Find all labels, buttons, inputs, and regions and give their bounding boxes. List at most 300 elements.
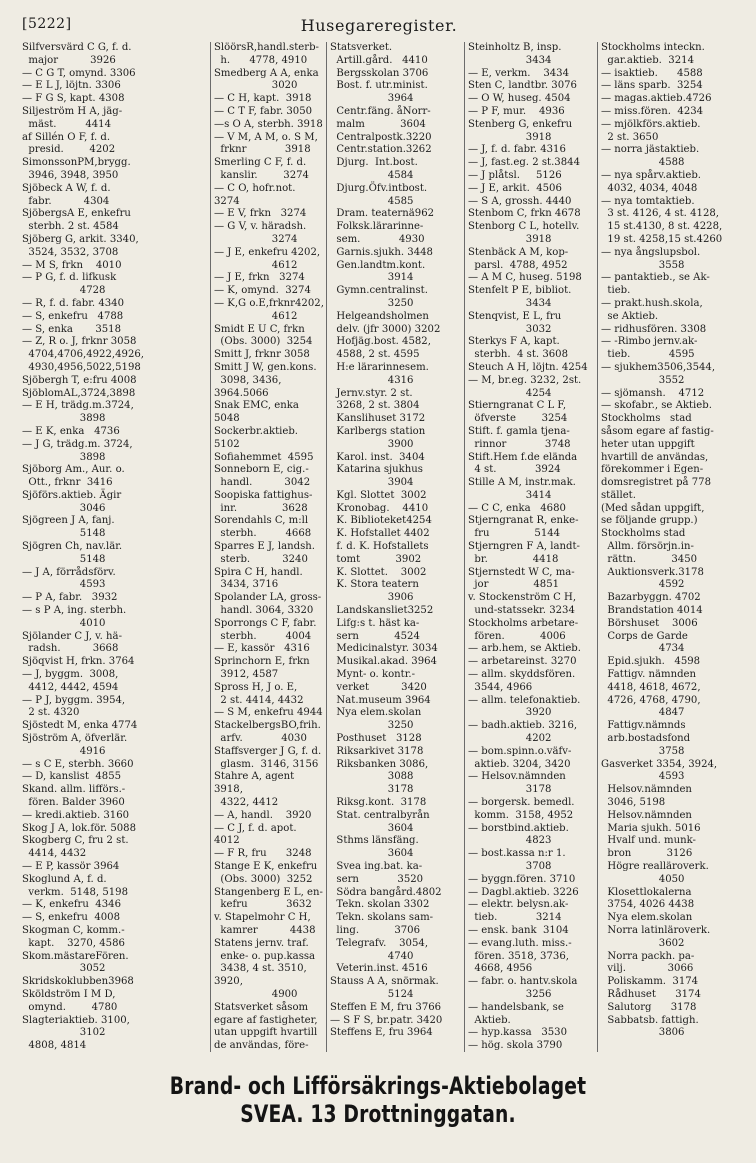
- register-entry: — P F, mur. 4936: [468, 105, 565, 117]
- register-entry: Folksk.lärarinne-: [330, 221, 424, 233]
- register-entry: — J plåtsl. 5126: [468, 169, 562, 181]
- register-entry: 4588: [601, 157, 685, 169]
- register-entry: Hvalf und. munk-: [601, 835, 696, 847]
- register-entry: Tekn. skolan 3302: [330, 899, 430, 911]
- register-entry: — C J, f. d. apot. 4012: [214, 822, 300, 847]
- register-entry: 4592: [601, 579, 685, 591]
- register-entry: Garnis.sjukh. 3448: [330, 246, 433, 258]
- register-entry: Stjerngranat R, enke-: [468, 515, 579, 527]
- register-entry: 3274: [214, 233, 298, 245]
- register-entry: Djurg.Öfv.intbost.: [330, 182, 428, 194]
- register-entry: Stockholms stad: [601, 413, 692, 425]
- register-entry: ling. 3706: [330, 924, 421, 936]
- register-entry: sterbh. 4004: [214, 630, 312, 642]
- register-entry: Medicinalstyr. 3034: [330, 643, 438, 655]
- register-entry: Poliskamm. 3174: [601, 976, 699, 988]
- register-entry: — nya ångslupsbol.: [601, 246, 701, 258]
- page-number: [5222]: [22, 16, 72, 32]
- register-entry: — C T F, fabr. 3050: [214, 105, 313, 117]
- register-entry: Skogman C, komm.-: [22, 924, 125, 936]
- register-entry: sterb. 3240: [214, 553, 308, 565]
- register-entry: — sjukhem3506,3544,: [601, 361, 716, 373]
- register-entry: — S M, enkefru 4944: [214, 707, 323, 719]
- register-entry: 3912, 4587: [214, 669, 279, 681]
- register-entry: Staffsverger J G, f. d.: [214, 745, 322, 757]
- register-entry: sterbh. 4668: [214, 528, 312, 540]
- register-entry: 3918: [468, 233, 552, 245]
- register-entry: 4612: [214, 259, 298, 271]
- register-entry: Landskansliet3252: [330, 605, 434, 617]
- register-entry: Sonneborn E, cig.-: [214, 464, 309, 476]
- register-entry: — isaktieb. 4588: [601, 67, 703, 79]
- register-entry: 4726, 4768, 4790,: [601, 694, 701, 706]
- register-entry: K. Stora teatern: [330, 579, 419, 591]
- register-entry: 4414, 4432: [22, 848, 87, 860]
- register-entry: 4588, 2 st. 4595: [330, 349, 420, 361]
- register-entry: 3434: [468, 297, 552, 309]
- register-entry: —s O A, sterbh. 3918: [214, 118, 323, 130]
- register-entry: Fattigv. nämnden: [601, 669, 697, 681]
- register-entry: br. 4418: [468, 553, 559, 565]
- register-entry: Stat. centralbyrån: [330, 809, 430, 821]
- register-entry: Stille A M, instr.mak.: [468, 477, 576, 489]
- register-entry: Smedberg A A, enka: [214, 67, 319, 79]
- register-entry: mäst. 4414: [22, 118, 112, 130]
- register-entry: Snak EMC, enka 5048: [214, 400, 303, 425]
- register-entry: 4823: [468, 835, 552, 847]
- register-entry: Fattigv.nämnds: [601, 720, 686, 732]
- register-entry: — O W, huseg. 4504: [468, 93, 571, 105]
- register-entry: 4740: [330, 950, 414, 962]
- register-entry: Stangenberg E L, en-: [214, 886, 323, 898]
- register-entry: — C H, kapt. 3918: [214, 93, 312, 105]
- register-entry: jor 4851: [468, 579, 560, 591]
- register-entry: 3032: [468, 323, 552, 335]
- register-entry: — Z, R o. J, frknr 3058: [22, 336, 137, 348]
- register-entry: Sjöström A, öfverlär.: [22, 733, 128, 745]
- register-entry: Stenbäck A M, kop-: [468, 246, 569, 258]
- register-entry: Södra bangård.4802: [330, 886, 442, 898]
- register-entry: 4734: [601, 643, 685, 655]
- register-entry: 4202: [468, 733, 552, 745]
- register-entry: Sparres E J, landsh.: [214, 541, 315, 553]
- register-entry: 3898: [22, 413, 106, 425]
- register-entry: 4916: [22, 745, 106, 757]
- register-entry: 4584: [330, 169, 414, 181]
- register-entry: kapt. 3270, 4586: [22, 937, 125, 949]
- register-entry: Telegrafv. 3054,: [330, 937, 429, 949]
- register-entry: Spross H, J o. E,: [214, 681, 298, 693]
- register-entry: 4412, 4442, 4594: [22, 681, 119, 693]
- register-entry: Skand. allm. lifförs.-: [22, 784, 126, 796]
- register-entry: Gasverket 3354, 3924,: [601, 758, 718, 770]
- register-entry: fru 5144: [468, 528, 561, 540]
- register-entry: (Obs. 3000) 3252: [214, 873, 313, 885]
- register-entry: Sjölander C J, v. hä-: [22, 630, 122, 642]
- register-entry: Statsverket.: [330, 42, 393, 53]
- register-entry: Smidt E U C, frkn: [214, 323, 305, 335]
- column-2: [210, 42, 326, 1052]
- register-entry: SjöbergsA E, enkefru: [22, 208, 131, 220]
- register-entry: Sockerbr.aktieb. 5102: [214, 425, 302, 450]
- register-entry: — sjömansh. 4712: [601, 387, 705, 399]
- register-entry: Steuch A H, löjtn. 4254: [468, 361, 588, 373]
- register-entry: 4254: [468, 387, 552, 399]
- register-entry: handl. 3064, 3320: [214, 605, 314, 617]
- register-entry: — skofabr., se Aktieb.: [601, 400, 712, 412]
- register-entry: Stenfelt P E, bibliot.: [468, 285, 572, 297]
- register-entry: — byggn.fören. 3710: [468, 873, 576, 885]
- register-entry: frknr 3918: [214, 144, 311, 156]
- register-entry: Ott., frknr 3416: [22, 477, 113, 489]
- register-entry: 3414: [468, 489, 552, 501]
- register-columns: [22, 42, 736, 1052]
- register-entry: — miss.fören. 4234: [601, 105, 704, 117]
- register-entry: Stjernstedt W C, ma-: [468, 566, 575, 578]
- register-entry: 3708: [468, 861, 552, 872]
- register-entry: — K, omynd. 3274: [214, 285, 311, 297]
- register-entry: — Helsov.nämnden: [468, 771, 566, 783]
- register-entry: 4593: [601, 771, 685, 783]
- register-entry: radsh. 3668: [22, 643, 119, 655]
- register-entry: 5124: [330, 988, 414, 1000]
- register-entry: 3914: [330, 272, 414, 284]
- register-entry: Karlbergs station: [330, 425, 426, 437]
- register-entry: — P G, f. d. lifkusk: [22, 272, 117, 284]
- register-entry: — E, verkm. 3434: [468, 67, 570, 79]
- register-entry: 3904: [330, 477, 414, 489]
- column-1: [22, 42, 210, 1052]
- register-entry: Stenborg C L, hotellv.: [468, 221, 580, 233]
- register-entry: 3268, 2 st. 3804: [330, 400, 420, 412]
- register-entry: 3558: [601, 259, 685, 271]
- register-entry: Salutorg 3178: [601, 1001, 697, 1013]
- register-entry: Spira C H, handl.: [214, 566, 303, 578]
- register-entry: 3544, 4966: [468, 681, 533, 693]
- register-entry: 3046, 5198: [601, 797, 666, 809]
- register-entry: Kanslihuset 3172: [330, 413, 426, 425]
- register-entry: v. Stapelmohr C H,: [214, 912, 311, 924]
- register-entry: Sköldström I M D,: [22, 988, 116, 1000]
- register-entry: — G V, v. häradsh.: [214, 221, 307, 233]
- register-entry: aktieb. 3204, 3420: [468, 758, 571, 770]
- register-entry: Stockholms arbetare-: [468, 617, 579, 629]
- register-entry: Aktieb.: [468, 1014, 511, 1026]
- register-entry: sterbh. 4 st. 3608: [468, 349, 569, 361]
- register-entry: Sten C, landtbr. 3076: [468, 80, 577, 92]
- register-entry: — F G S, kapt. 4308: [22, 93, 125, 105]
- register-entry: Stauss A A, snörmak.: [330, 976, 439, 988]
- register-entry: Stenqvist, E L, fru: [468, 310, 562, 322]
- register-entry: v. Stockenström C H,: [468, 592, 577, 604]
- register-entry: 3758: [601, 745, 685, 757]
- register-entry: — arb.hem, se Aktieb.: [468, 643, 581, 655]
- register-entry: (Obs. 3000) 3254: [214, 336, 313, 348]
- register-entry: — ensk. bank 3104: [468, 924, 569, 936]
- register-entry: — badh.aktieb. 3216,: [468, 720, 578, 732]
- column-5: [597, 42, 736, 1052]
- register-entry: — A, handl. 3920: [214, 809, 312, 821]
- register-entry: Norra latinläroverk.: [601, 924, 711, 936]
- register-entry: — prakt.hush.skola,: [601, 297, 703, 309]
- register-entry: Maria sjukh. 5016: [601, 822, 701, 834]
- register-entry: — F R, fru 3248: [214, 848, 312, 860]
- register-entry: Bergsskolan 3706: [330, 67, 429, 79]
- register-entry: domsregistret på 778: [601, 477, 712, 489]
- register-entry: Sterkys F A, kapt.: [468, 336, 560, 348]
- register-entry: Corps de Garde: [601, 630, 688, 642]
- register-entry: Börshuset 3006: [601, 617, 698, 629]
- register-entry: delv. (jfr 3000) 3202: [330, 323, 441, 335]
- register-entry: — S A, grossh. 4440: [468, 195, 572, 207]
- register-entry: 4316: [330, 374, 414, 386]
- register-entry: Riksarkivet 3178: [330, 745, 424, 757]
- register-entry: Norra packh. pa-: [601, 950, 695, 962]
- register-entry: — R, f. d. fabr. 4340: [22, 297, 125, 309]
- register-entry: — pantaktieb., se Ak-: [601, 272, 710, 284]
- register-entry: Smitt J W, gen.kons.: [214, 361, 317, 373]
- register-entry: Steffens E, fru 3964: [330, 1027, 433, 1039]
- register-entry: Sjöbeck A W, f. d.: [22, 182, 111, 194]
- register-entry: 3088: [330, 771, 414, 783]
- advertisement-banner: Brand- och Lifförsäkrings-Aktiebolaget SVEA. 13 Drottninggatan.: [169, 1072, 587, 1128]
- register-entry: 3438, 4 st. 3510, 3920,: [214, 963, 310, 988]
- register-entry: 3250: [330, 297, 414, 309]
- register-entry: 3102: [22, 1027, 106, 1039]
- register-entry: Stockholms inteckn.: [601, 42, 705, 53]
- running-title: Husegareregister.: [300, 16, 458, 35]
- register-entry: 4668, 4956: [468, 963, 533, 975]
- register-entry: Helsov.nämnden: [601, 809, 692, 821]
- register-entry: 4900: [214, 988, 298, 1000]
- register-entry: Karol. inst. 3404: [330, 451, 425, 463]
- register-entry: Sofiahemmet 4595: [214, 451, 314, 463]
- register-entry: Stjerngren F A, landt-: [468, 541, 580, 553]
- register-entry: — S, enka 3518: [22, 323, 122, 335]
- register-entry: 4050: [601, 873, 685, 885]
- register-entry: Stahre A, agent 3918,: [214, 771, 298, 796]
- register-entry: 3178: [330, 784, 414, 796]
- register-entry: Spolander LA, gross-: [214, 592, 322, 604]
- register-entry: tieb.: [601, 285, 631, 297]
- register-entry: — evang.luth. miss.-: [468, 937, 572, 949]
- register-entry: — J A, förrådsförv.: [22, 566, 116, 578]
- register-entry: — J G, trädg.m. 3724,: [22, 438, 133, 450]
- register-entry: Posthuset 3128: [330, 733, 422, 745]
- register-entry: Sthms länsfäng.: [330, 835, 419, 847]
- register-entry: — J E, arkit. 4506: [468, 182, 562, 194]
- register-entry: 2 st. 4414, 4432: [214, 694, 304, 706]
- register-entry: StackelbergsBO,frih.: [214, 720, 321, 732]
- register-entry: 3434, 3716: [214, 579, 279, 591]
- column-3: [326, 42, 464, 1052]
- register-entry: kanslir. 3274: [214, 169, 309, 181]
- register-entry: f. d. K. Hofstallets: [330, 541, 429, 553]
- register-entry: verket 3420: [330, 681, 427, 693]
- register-entry: Skoglund A, f. d.: [22, 873, 107, 885]
- register-entry: 3602: [601, 937, 685, 949]
- register-entry: kefru 3632: [214, 899, 312, 911]
- register-entry: 5148: [22, 528, 106, 540]
- register-entry: Sporrongs C F, fabr.: [214, 617, 317, 629]
- register-entry: Artill.gård. 4410: [330, 54, 428, 66]
- register-entry: Sjögreen J A, fanj.: [22, 515, 115, 527]
- register-entry: — C O, hofr.not. 3274: [214, 182, 299, 207]
- register-entry: Nya elem.skolan: [330, 707, 422, 719]
- register-entry: Stift. f. gamla tjena-: [468, 425, 570, 437]
- register-entry: Sjöberg G, arkit. 3340,: [22, 233, 139, 245]
- register-entry: — K, enkefru 4346: [22, 899, 121, 911]
- register-entry: 4728: [22, 285, 106, 297]
- register-entry: se Aktieb.: [601, 310, 659, 322]
- register-entry: hvartill de användas,: [601, 451, 709, 463]
- register-entry: — E P, kassör 3964: [22, 861, 120, 872]
- register-entry: Brandstation 4014: [601, 605, 703, 617]
- register-entry: — J E, enkefru 4202,: [214, 246, 321, 258]
- register-entry: tieb. 3214: [468, 912, 562, 924]
- register-entry: — nya tomtaktieb.: [601, 195, 695, 207]
- register-entry: kamrer 4438: [214, 924, 316, 936]
- register-entry: Stierngranat C L F,: [468, 400, 567, 412]
- register-entry: 3250: [330, 720, 414, 732]
- register-entry: Gymn.centralinst.: [330, 285, 428, 297]
- register-entry: omynd. 4780: [22, 1001, 118, 1013]
- register-entry: Sjöbergh T, e:fru 4008: [22, 374, 137, 386]
- register-entry: 3906: [330, 592, 414, 604]
- register-entry: Skom.mästareFören.: [22, 950, 129, 962]
- register-entry: — K,G o.E,frknr4202,: [214, 297, 324, 309]
- register-entry: 3256: [468, 988, 552, 1000]
- register-entry: Centr.station.3262: [330, 144, 432, 156]
- register-entry: Skridskoklubben3968: [22, 976, 134, 988]
- register-entry: H:e lärarinnesem.: [330, 361, 429, 373]
- register-entry: — fabr. o. hantv.skola: [468, 976, 578, 988]
- register-entry: Centralpostk.3220: [330, 131, 432, 143]
- register-entry: — J E, frkn 3274: [214, 272, 305, 284]
- register-entry: — E V, frkn 3274: [214, 208, 307, 220]
- register-entry: Smerling C F, f. d.: [214, 157, 307, 169]
- register-entry: 3604: [330, 848, 414, 860]
- register-entry: 3178: [468, 784, 552, 796]
- register-entry: de användas, före-: [214, 1040, 309, 1052]
- register-entry: Bazarbyggn. 4702: [601, 592, 701, 604]
- register-entry: Silfversvärd C G, f. d.: [22, 42, 132, 53]
- register-entry: 3020: [214, 80, 298, 92]
- register-entry: Epid.sjukh. 4598: [601, 656, 701, 668]
- register-entry: 3946, 3948, 3950: [22, 169, 119, 181]
- register-entry: 5148: [22, 553, 106, 565]
- register-entry: — S, enkefru 4008: [22, 912, 121, 924]
- register-entry: 3604: [330, 822, 414, 834]
- register-entry: Mynt- o. kontr.-: [330, 669, 416, 681]
- register-entry: vilj. 3066: [601, 963, 694, 975]
- register-entry: handl. 3042: [214, 477, 311, 489]
- register-entry: Kronobag. 4410: [330, 502, 429, 514]
- register-entry: und-statssekr. 3234: [468, 605, 575, 617]
- register-entry: 15 st.4130, 8 st. 4228,: [601, 221, 723, 233]
- register-entry: 3964: [330, 93, 414, 105]
- register-entry: — P J, byggm. 3954,: [22, 694, 126, 706]
- register-entry: 4704,4706,4922,4926,: [22, 349, 145, 361]
- register-entry: — elektr. belysn.ak-: [468, 899, 569, 911]
- register-entry: sern 4524: [330, 630, 420, 642]
- register-entry: — nya spårv.aktieb.: [601, 169, 701, 181]
- register-entry: förekommer i Egen-: [601, 464, 704, 476]
- register-entry: — V M, A M, o. S M,: [214, 131, 318, 143]
- register-entry: 2 st. 4320: [22, 707, 80, 719]
- register-entry: Högre realläroverk.: [601, 861, 709, 872]
- register-entry: 3754, 4026 4438: [601, 899, 695, 911]
- column-4: [464, 42, 597, 1052]
- register-entry: heter utan uppgift: [601, 438, 695, 450]
- register-entry: parsl. 4788, 4952: [468, 259, 568, 271]
- register-entry: Veterin.inst. 4516: [330, 963, 428, 975]
- register-entry: komm. 3158, 4952: [468, 809, 574, 821]
- register-entry: Hofjäg.bost. 4582,: [330, 336, 431, 348]
- register-entry: 3524, 3532, 3708: [22, 246, 119, 258]
- register-entry: — allm. telefonaktieb.: [468, 694, 581, 706]
- register-entry: Centr.fäng. åNorr-: [330, 105, 431, 117]
- register-entry: K. Hofstallet 4402: [330, 528, 430, 540]
- register-entry: — mjölkförs.aktieb.: [601, 118, 701, 130]
- register-entry: — E H, trädg.m.3724,: [22, 400, 134, 412]
- register-entry: Skog J A, lok.för. 5088: [22, 822, 137, 834]
- register-entry: 4593: [22, 579, 106, 591]
- register-entry: — allm. skyddsfören.: [468, 669, 576, 681]
- register-entry: Sjöstedt M, enka 4774: [22, 720, 138, 732]
- register-entry: Klosettlokalerna: [601, 886, 692, 898]
- register-entry: egare af fastigheter,: [214, 1014, 318, 1026]
- register-entry: rättn. 3450: [601, 553, 698, 565]
- register-entry: SlöörsR,handl.sterb-: [214, 42, 319, 53]
- register-entry: — hög. skola 3790: [468, 1040, 563, 1052]
- register-entry: — C C, enka 4680: [468, 502, 566, 514]
- register-entry: Slagteriaktieb. 3100,: [22, 1014, 130, 1026]
- register-entry: 2 st. 3650: [601, 131, 659, 143]
- register-entry: Stenberg G, enkefru: [468, 118, 573, 130]
- register-entry: (Med sådan uppgift,: [601, 502, 705, 514]
- register-entry: Djurg. Int.bost.: [330, 157, 418, 169]
- register-entry: Soopiska fattighus-: [214, 489, 313, 501]
- register-entry: Kgl. Slottet 3002: [330, 489, 427, 501]
- register-entry: 4585: [330, 195, 414, 207]
- register-entry: enke- o. pup.kassa: [214, 950, 316, 962]
- register-entry: 4322, 4412: [214, 797, 279, 809]
- register-entry: — s P A, ing. sterbh.: [22, 605, 127, 617]
- register-entry: Stenbom C, frkn 4678: [468, 208, 581, 220]
- register-entry: Bost. f. utr.minist.: [330, 80, 428, 92]
- register-entry: 4418, 4618, 4672,: [601, 681, 701, 693]
- register-entry: 4808, 4814: [22, 1040, 87, 1052]
- register-entry: 3806: [601, 1027, 685, 1039]
- register-entry: 3920: [468, 707, 552, 719]
- register-entry: — bom.spinn.o.väfv-: [468, 745, 572, 757]
- page-header: [22, 14, 736, 38]
- register-entry: — D, kanslist 4855: [22, 771, 122, 783]
- register-entry: glasm. 3146, 3156: [214, 758, 319, 770]
- register-entry: — bost.kassa n:r 1.: [468, 848, 566, 860]
- register-entry: tieb. 4595: [601, 349, 695, 361]
- register-entry: 3046: [22, 502, 106, 514]
- register-entry: Statsverket såsom: [214, 1001, 309, 1013]
- register-entry: Gen.landtm.kont.: [330, 259, 426, 271]
- register-entry: Sprinchorn E, frkn: [214, 656, 310, 668]
- register-entry: bron 3126: [601, 848, 693, 860]
- register-entry: — C G T, omynd. 3306: [22, 67, 136, 79]
- register-entry: af Sillén O F, f. d.: [22, 131, 111, 143]
- register-entry: — J, byggm. 3008,: [22, 669, 119, 681]
- register-entry: Allm. försörjn.in-: [601, 541, 694, 553]
